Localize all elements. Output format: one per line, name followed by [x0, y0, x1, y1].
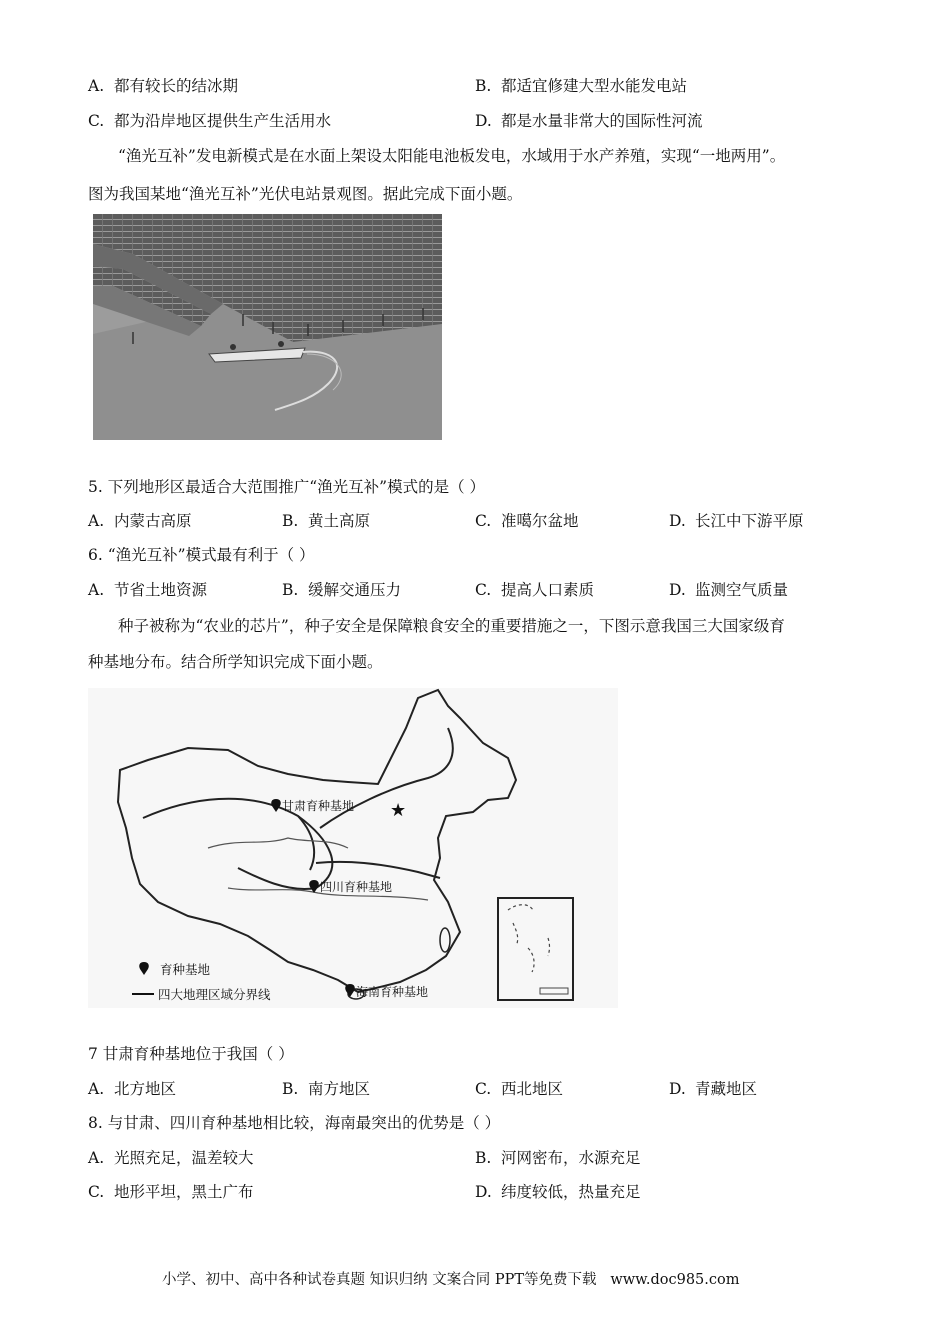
passage2-line2: 种基地分布。结合所学知识完成下面小题。	[88, 653, 383, 671]
q5-option-d: D. 长江中下游平原	[669, 512, 804, 530]
capital-star-icon: ★	[390, 800, 407, 821]
q6-stem: 6. “渔光互补”模式最有利于（ ）	[88, 546, 315, 564]
q6-option-d: D. 监测空气质量	[669, 581, 789, 599]
q4-option-b: B. 都适宜修建大型水能发电站	[475, 77, 688, 95]
footer-text: 小学、初中、高中各种试卷真题 知识归纳 文案合同 PPT等免费下载	[162, 1272, 597, 1288]
q5-option-a: A. 内蒙古高原	[88, 512, 192, 530]
legend-line-label: 四大地理区域分界线	[158, 987, 271, 1002]
q8-option-b: B. 河网密布，水源充足	[475, 1149, 641, 1167]
fishery-solar-photo	[93, 214, 442, 440]
q6-option-a: A. 节省土地资源	[88, 581, 208, 599]
footer	[162, 1270, 739, 1290]
q6-option-c: C. 提高人口素质	[475, 581, 595, 599]
q7-option-d: D. 青藏地区	[669, 1080, 758, 1098]
footer-url[interactable]: www.doc985.com	[610, 1272, 740, 1288]
passage1-line1: “渔光互补”发电新模式是在水面上架设太阳能电池板发电，水域用于水产养殖，实现“一地两用”。	[118, 147, 786, 165]
gansu-label: 甘肃育种基地	[282, 799, 355, 813]
q4-option-d: D. 都是水量非常大的国际性河流	[475, 112, 703, 130]
breeding-base-map	[88, 688, 618, 1008]
legend-base-label: 育种基地	[160, 962, 211, 977]
q5-option-c: C. 准噶尔盆地	[475, 512, 579, 530]
q8-option-d: D. 纬度较低，热量充足	[475, 1183, 641, 1201]
q8-option-a: A. 光照充足，温差较大	[88, 1149, 254, 1167]
q6-option-b: B. 缓解交通压力	[282, 581, 402, 599]
hainan-label: 海南育种基地	[356, 985, 429, 999]
q8-stem: 8. 与甘肃、四川育种基地相比较，海南最突出的优势是（ ）	[88, 1114, 501, 1132]
passage1-line2: 图为我国某地“渔光互补”光伏电站景观图。据此完成下面小题。	[88, 185, 523, 203]
q7-option-c: C. 西北地区	[475, 1080, 564, 1098]
q7-option-a: A. 北方地区	[88, 1080, 177, 1098]
q7-option-b: B. 南方地区	[282, 1080, 371, 1098]
q8-option-c: C. 地形平坦，黑土广布	[88, 1183, 254, 1201]
q5-stem: 5. 下列地形区最适合大范围推广“渔光互补”模式的是（ ）	[88, 478, 485, 496]
q4-option-a: A. 都有较长的结冰期	[88, 77, 239, 95]
sichuan-label: 四川育种基地	[320, 880, 393, 894]
q5-option-b: B. 黄土高原	[282, 512, 371, 530]
passage2-line1: 种子被称为“农业的芯片”，种子安全是保障粮食安全的重要措施之一，下图示意我国三大国家级育	[118, 617, 785, 635]
q4-option-c: C. 都为沿岸地区提供生产生活用水	[88, 112, 332, 130]
q7-stem: 7 甘肃育种基地位于我国（ ）	[88, 1045, 294, 1063]
